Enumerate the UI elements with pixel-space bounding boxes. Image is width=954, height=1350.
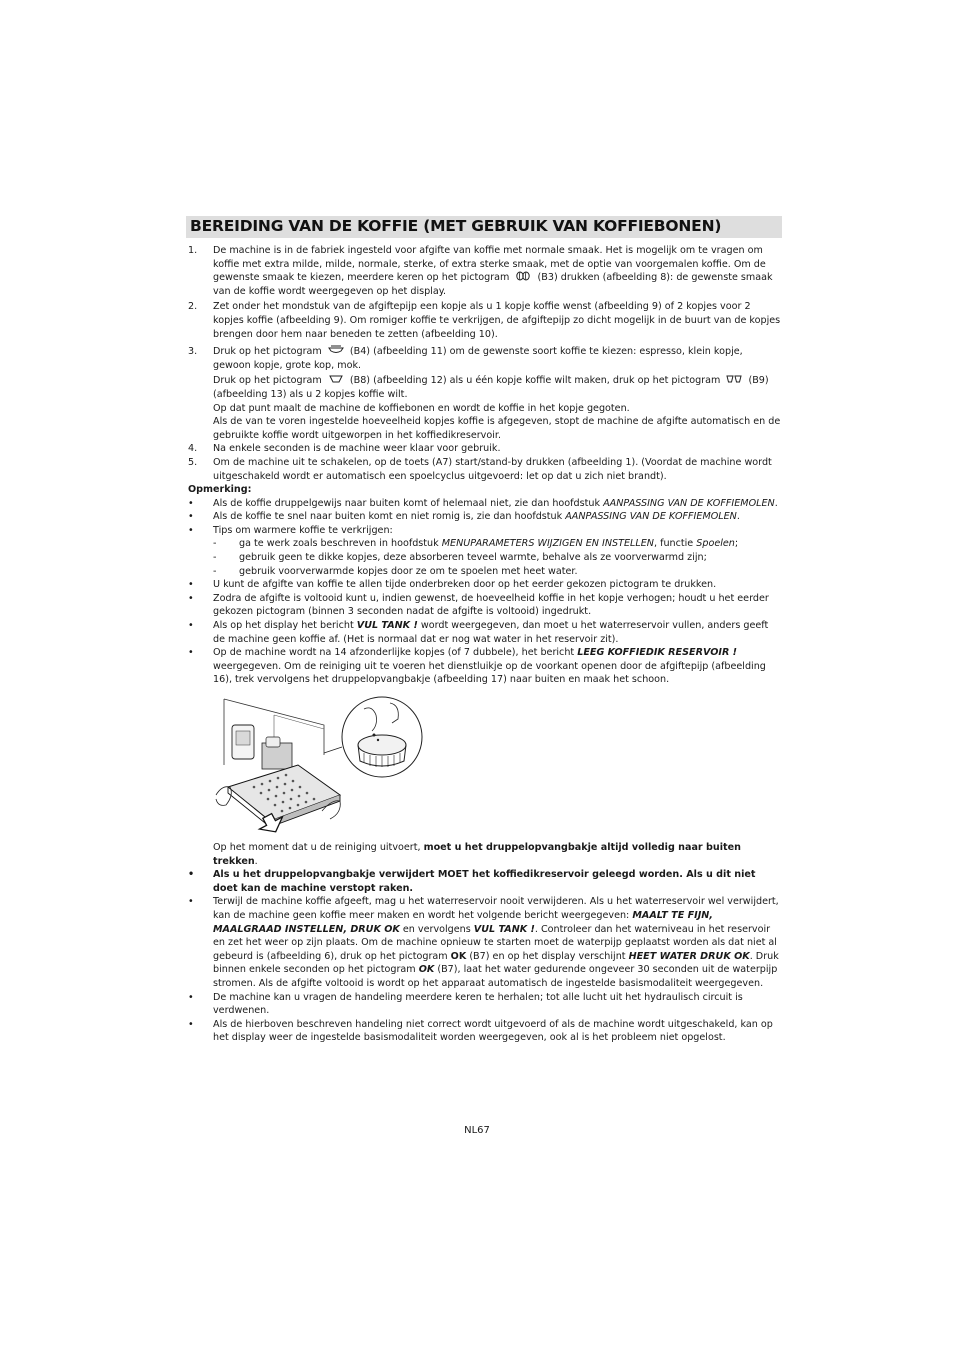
step-3: 3. Druk op het pictogram (B4) (afbeelding 11) om de gewenste soort koffie te kiezen: espresso, klein kopje, gewoon kopje, grote kop, mok. [188, 346, 743, 371]
drip-tray-illustration [214, 695, 434, 835]
note-1: • Als de koffie druppelgewijs naar buiten komt of helemaal niet, zie dan hoofdstuk AANPASSING VAN DE KOFFIEMOLEN. [188, 497, 778, 509]
sub-item-2: - gebruik geen te dikke kopjes, deze absorberen teveel warmte, behalve als ze voorverwarmd zijn; [213, 552, 707, 564]
note-heading: Opmerking: [188, 484, 252, 496]
step-3-line-3: Als de van te voren ingestelde hoeveelheid kopjes koffie is afgegeven, stopt de machine de afgifte automatisch en de gebruikte koffie wordt uitgeworpen in het koffiedikreservoir. [213, 416, 781, 441]
note-7: • Op de machine wordt na 14 afzonderlijke kopjes (of 7 dubbele), het bericht LEEG KOFFIEDIK RESERVOIR ! weergegeven. Om de reiniging uit te voeren het dienstluikje op de voorkant openen door de afgiftepijp (afbeelding 16), trek vervolgens het druppelopvangbakje (afbeelding 17) naar buiten en maak het schoon. [188, 647, 766, 686]
step-5: 5. Om de machine uit te schakelen, op de toets (A7) start/stand-by drukken (afbeelding 1). (Voordat de machine wordt uitgeschakeld wordt er automatisch een spoelcyclus uitgevoerd: let op dat u zich niet brandt). [188, 456, 772, 482]
sub-item-3: - gebruik voorverwarmde kopjes door ze om te spoelen met heet water. [213, 565, 578, 577]
note-3: • Tips om warmere koffie te verkrijgen: [188, 524, 393, 536]
note-5: • Zodra de afgifte is voltooid kunt u, indien gewenst, de hoeveelheid koffie in het kopje verhogen; houdt u het eerder gekozen pictogram (binnen 3 seconden nadat de afgifte is voltooid) ingedrukt. [188, 592, 769, 618]
note-2: • Als de koffie te snel naar buiten komt en niet romig is, zie dan hoofdstuk AANPASSING VAN DE KOFFIEMOLEN. [188, 511, 740, 523]
step-3-line-2: Op dat punt maalt de machine de koffiebonen en wordt de koffie in het kopje gegoten. [213, 402, 630, 414]
title-bar [186, 216, 782, 238]
step-4: 4. Na enkele seconden is de machine weer klaar voor gebruik. [188, 443, 501, 455]
after-figure-text: Op het moment dat u de reiniging uitvoert, moet u het druppelopvangbakje altijd volledig naar buiten trekken. [213, 842, 741, 867]
step-1: 1. De machine is in de fabriek ingesteld voor afgifte van koffie met normale smaak. Het is mogelijk om te vragen om koffie met extra milde, milde, normale, sterke, of extra sterke smaak, met de optie van voorgemalen koffie. Om de gewenste smaak te kiezen, meerdere keren op het pictogram (B3) drukken (afbeelding 8): de gewenste smaak van de koffie wordt weergegeven op het display. [188, 245, 773, 297]
sub-item-1: - ga te werk zoals beschreven in hoofdstuk MENUPARAMETERS WIJZIGEN EN INSTELLEN, functie Spoelen; [213, 538, 739, 550]
note-10: • De machine kan u vragen de handeling meerdere keren te herhalen; tot alle lucht uit het hydraulisch circuit is verdwenen. [188, 991, 743, 1017]
cup-size-icon [328, 345, 344, 355]
note-8: • Als u het druppelopvangbakje verwijdert MOET het koffiedikreservoir geleegd worden. Als u dit niet doet kan de machine verstopt raken. [188, 869, 756, 894]
content [188, 244, 782, 1045]
note-9: • Terwijl de machine koffie afgeeft, mag u het waterreservoir nooit verwijderen. Als u het waterreservoir wel verwijdert, kan de machine geen koffie meer maken en wordt het volgende bericht weergegeven: MAALT TE FIJN, MAALGRAAD INSTELLEN, DRUK OK en vervolgens VUL TANK !. Controleer dan het waterniveau in het reservoir en zet het weer op zijn plaats. Om de machine opnieuw te starten moet de waterpijp geplaatst worden als dat niet al gebeurd is (afbeelding 6), druk op het pictogram OK (B7) en op het display verschijnt HEET WATER DRUK OK. Druk binnen enkele seconden op het pictogram OK (B7), laat het water gedurende ongeveer 30 seconden uit de waterpijp stromen. Als de afgifte voltooid is wordt op het apparaat automatisch de ingestelde basismodaliteit weergegeven. [188, 896, 779, 989]
note-6: • Als op het display het bericht VUL TANK ! wordt weergegeven, dan moet u het waterreservoir vullen, anders geeft de machine geen koffie af. (Het is normaal dat er nog wat water in het reservoir zit). [188, 620, 769, 645]
page-number: NL67 [464, 1125, 490, 1136]
one-cup-icon [328, 374, 344, 384]
coffee-beans-icon [515, 271, 531, 281]
step-3-cont: Druk op het pictogram (B8) (afbeelding 12) als u één kopje koffie wilt maken, druk op het pictogram (B9) (afbeelding 13) als u 2 kopjes koffie wilt. [213, 375, 769, 400]
step-2: 2. Zet onder het mondstuk van de afgiftepijp een kopje als u 1 kopje koffie wenst (afbeelding 9) of 2 kopjes voor 2 kopjes koffie (afbeelding 9). Om romiger koffie te verkrijgen, de afgiftepijp zo dicht mogelijk in de buurt van de kopjes brengen door hem naar beneden te zetten (afbeelding 10). [188, 301, 781, 340]
page-title: BEREIDING VAN DE KOFFIE (MET GEBRUIK VAN KOFFIEBONEN) [190, 217, 722, 235]
note-4: • U kunt de afgifte van koffie te allen tijde onderbreken door op het eerder gekozen pictogram te drukken. [188, 579, 717, 591]
two-cups-icon [726, 374, 742, 384]
note-11: • Als de hierboven beschreven handeling niet correct wordt uitgevoerd of als de machine wordt uitgeschakeld, kan op het display weer de ingestelde basismodaliteit worden weergegeven, ook al is het probleem niet opgelost. [188, 1018, 773, 1044]
